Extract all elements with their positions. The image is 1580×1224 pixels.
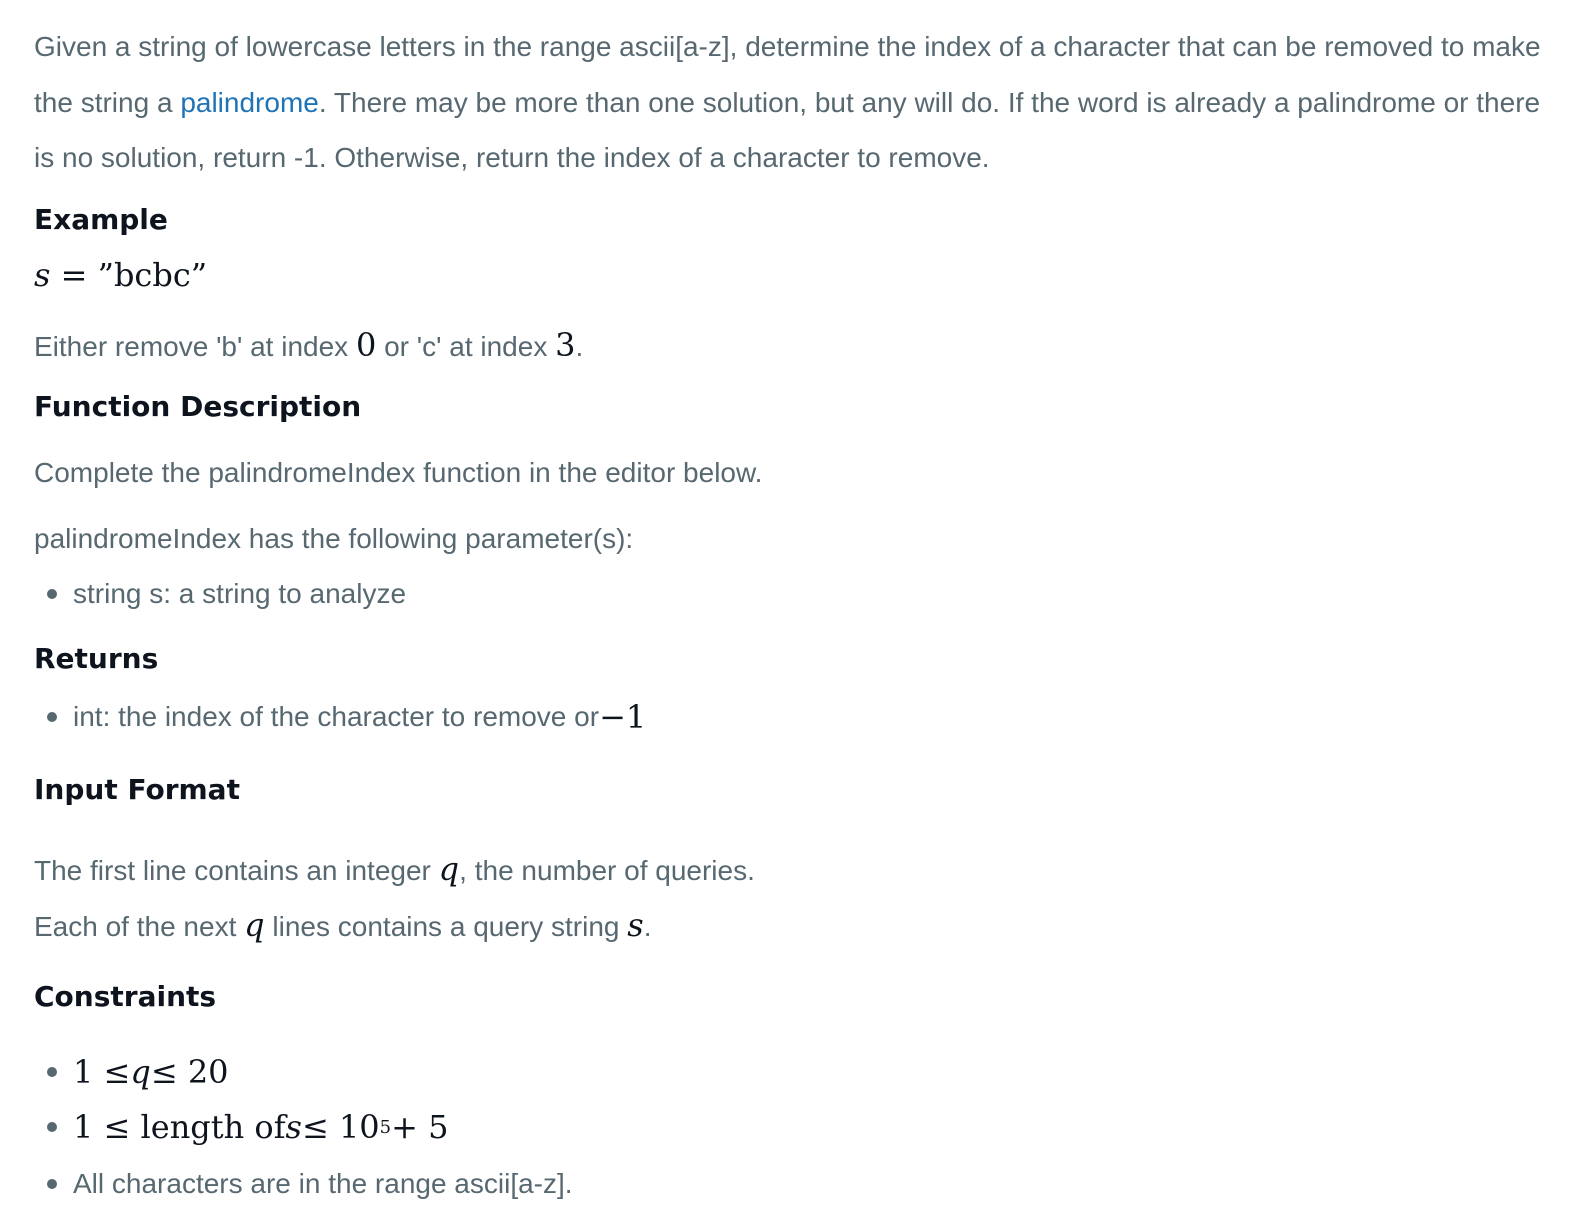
constraint-2-text-a: 1 ≤ length of	[73, 1108, 286, 1146]
bullet-icon	[47, 589, 57, 599]
returns-heading: Returns	[34, 642, 159, 675]
bullet-icon	[47, 1067, 57, 1077]
intro-paragraph	[34, 19, 1544, 186]
input-format-text-2a: Each of the next	[34, 911, 245, 942]
example-heading: Example	[34, 203, 168, 236]
constraint-2-text-c: + 5	[391, 1108, 449, 1146]
input-format-text-1a: The first line contains an integer	[34, 855, 439, 886]
example-index-c: 3	[555, 326, 576, 364]
input-format-text-2c: .	[643, 911, 652, 942]
intro-text-2: . There may be more than one solution, but any will do. If the word is already a palindrome or there is no solution, return -1. Otherwise, return the index of a character to remove.	[34, 86, 1541, 173]
constraint-item-2	[34, 1108, 448, 1146]
example-explanation	[34, 326, 583, 364]
constraint-item-3	[34, 1168, 573, 1200]
function-description-line1: Complete the palindromeIndex function in the editor below.	[34, 457, 763, 488]
input-format-var-q: q	[438, 850, 460, 888]
example-index-b: 0	[355, 326, 377, 364]
input-format-text-1b: , the number of queries.	[459, 855, 755, 886]
constraint-item-1	[34, 1053, 229, 1091]
example-var-s: s	[34, 256, 51, 294]
param-list-item	[34, 578, 406, 610]
function-description-heading: Function Description	[34, 390, 362, 423]
input-format-heading: Input Format	[34, 773, 240, 806]
example-explain-text-2: or 'c' at index	[376, 331, 556, 362]
input-format-var-s: s	[627, 906, 644, 944]
returns-text: int: the index of the character to remove or	[73, 701, 600, 732]
bullet-icon	[47, 712, 57, 722]
function-description-line2: palindromeIndex has the following parameter(s):	[34, 523, 634, 554]
constraints-heading: Constraints	[34, 980, 217, 1013]
returns-list-item	[34, 698, 646, 736]
bullet-icon	[47, 1179, 57, 1189]
intro-text-1: Given a string of lowercase letters in the range ascii[a-z], determine the index of a character that can be removed to make the string a	[34, 31, 1541, 118]
input-format-line2	[34, 906, 651, 944]
constraint-2-var-s: s	[285, 1108, 302, 1146]
constraint-1-text-a: 1 ≤	[73, 1053, 131, 1091]
example-explain-text-3: .	[575, 331, 584, 362]
palindrome-link[interactable]: palindrome	[180, 86, 319, 118]
input-format-text-2b: lines contains a query string	[264, 911, 628, 942]
bullet-icon	[47, 1122, 57, 1132]
constraint-1-text-b: ≤ 20	[150, 1053, 229, 1091]
example-value: ”bcbc”	[97, 256, 208, 294]
constraint-1-var-q: q	[130, 1053, 151, 1091]
example-equals: =	[50, 256, 98, 294]
example-math	[34, 256, 207, 294]
input-format-var-q2: q	[244, 906, 265, 944]
example-explain-text-1: Either remove 'b' at index	[34, 331, 356, 362]
param-text: string s: a string to analyze	[73, 578, 407, 609]
input-format-line1	[34, 850, 755, 888]
constraint-2-exponent: 5	[379, 1116, 392, 1138]
returns-value: −1	[599, 698, 647, 736]
constraint-2-text-b: ≤ 10	[301, 1108, 380, 1146]
constraint-3-text: All characters are in the range ascii[a-z].	[73, 1168, 573, 1199]
